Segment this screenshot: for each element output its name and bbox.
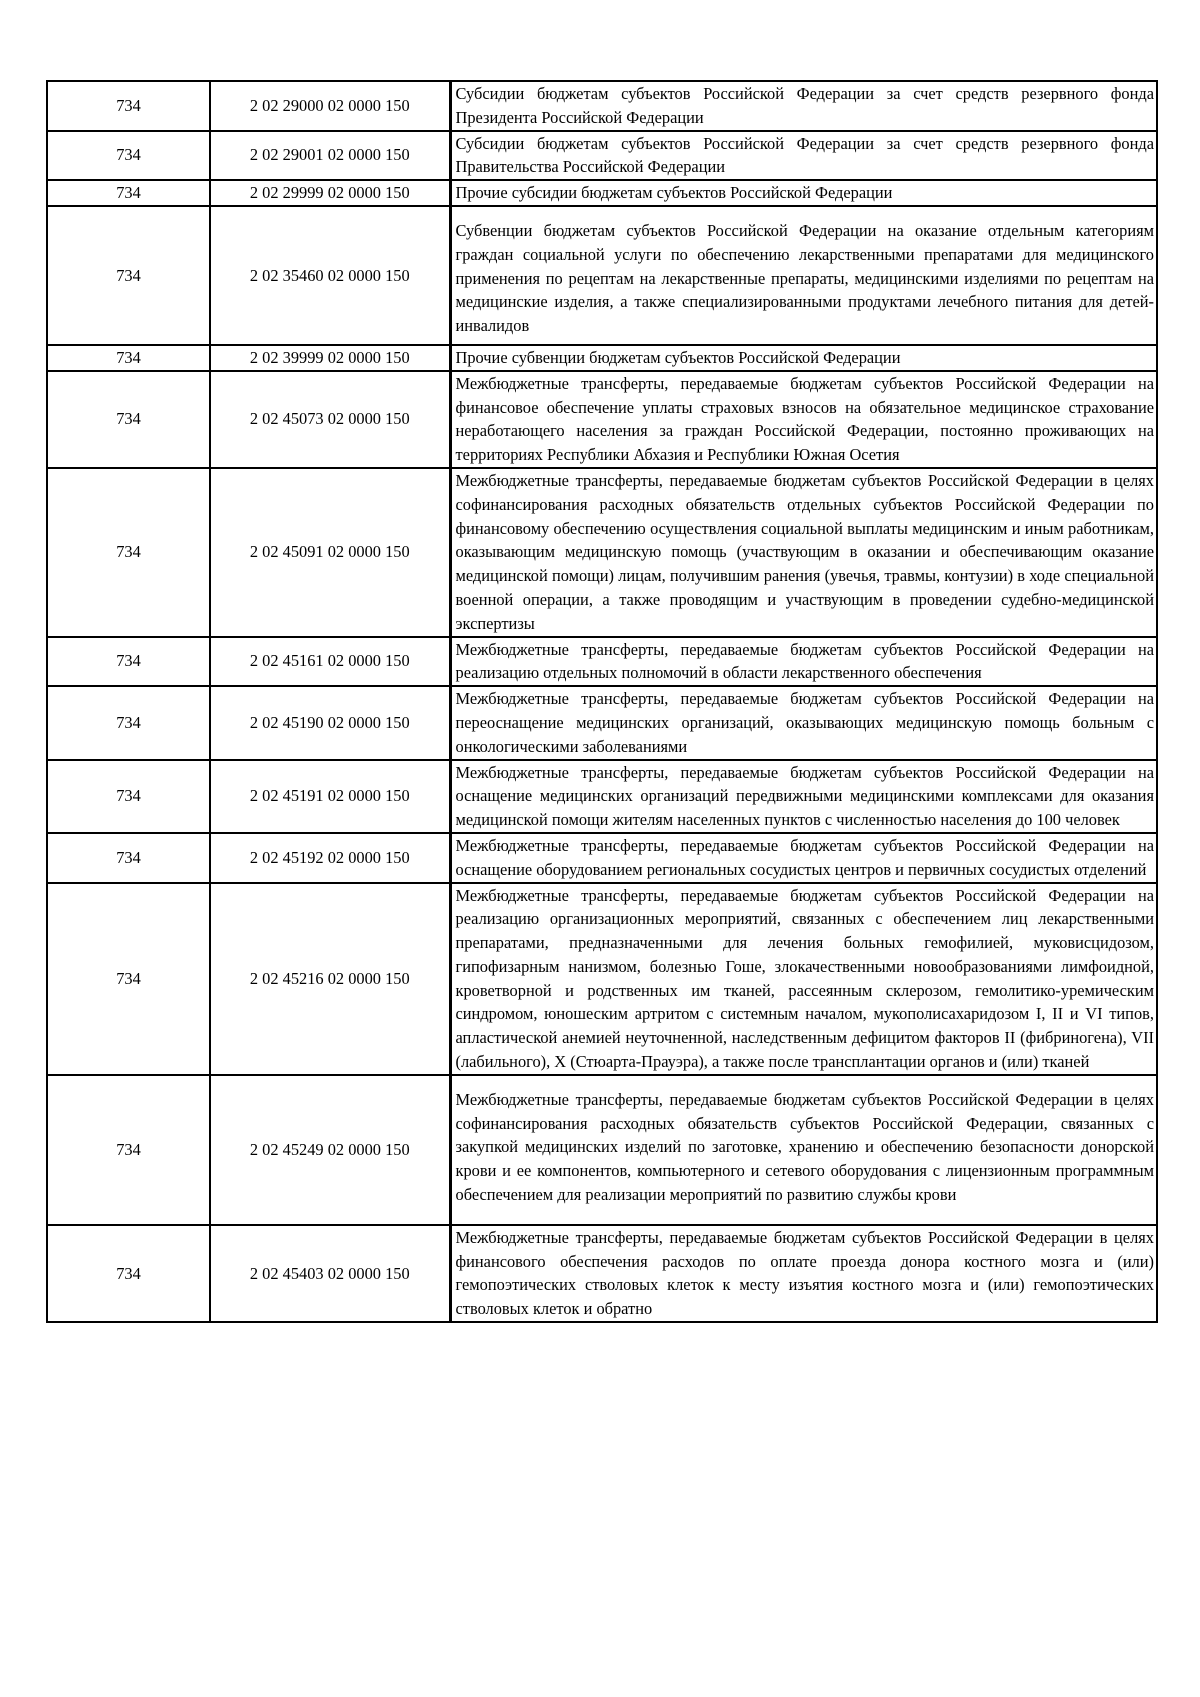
- budget-code-cell: 2 02 39999 02 0000 150: [210, 345, 450, 371]
- budget-code-cell: 2 02 45192 02 0000 150: [210, 833, 450, 883]
- admin-code-cell: 734: [47, 686, 210, 759]
- admin-code-cell: 734: [47, 131, 210, 181]
- revenue-name-cell: Межбюджетные трансферты, передаваемые бюджетам субъектов Российской Федерации в целях софинансирования расходных обязательств субъектов Российской Федерации, связанных с закупкой медицинских изделий по заготовке, хранению и обеспечению безопасности донорской крови и ее компонентов, компьютерного и сетевого оборудования с лицензионным программным обеспечением для реализации мероприятий по развитию службы крови: [450, 1075, 1157, 1225]
- revenue-name-cell: Межбюджетные трансферты, передаваемые бюджетам субъектов Российской Федерации в целях софинансирования расходных обязательств отдельных субъектов Российской Федерации по финансовому обеспечению осуществления социальной выплаты медицинским и иным работникам, оказывающим медицинскую помощь (участвующим в оказании и обеспечивающим оказание медицинской помощи) лицам, получившим ранения (увечья, травмы, контузии) в ходе специальной военной операции, а также проводящим и участвующим в проведении судебно-медицинской экспертизы: [450, 468, 1157, 637]
- admin-code-cell: 734: [47, 81, 210, 131]
- revenue-name-cell: Прочие субвенции бюджетам субъектов Российской Федерации: [450, 345, 1157, 371]
- table-row: [47, 206, 1157, 345]
- table-row: [47, 637, 1157, 687]
- admin-code-cell: 734: [47, 637, 210, 687]
- budget-code-cell: 2 02 45190 02 0000 150: [210, 686, 450, 759]
- budget-code-cell: 2 02 29999 02 0000 150: [210, 180, 450, 206]
- admin-code-cell: 734: [47, 371, 210, 468]
- budget-code-cell: 2 02 29001 02 0000 150: [210, 131, 450, 181]
- revenue-name-cell: Субсидии бюджетам субъектов Российской Федерации за счет средств резервного фонда Правительства Российской Федерации: [450, 131, 1157, 181]
- admin-code-cell: 734: [47, 206, 210, 345]
- admin-code-cell: 734: [47, 345, 210, 371]
- table-row: [47, 833, 1157, 883]
- admin-code-cell: 734: [47, 468, 210, 637]
- budget-code-cell: 2 02 45191 02 0000 150: [210, 760, 450, 833]
- budget-code-cell: 2 02 45403 02 0000 150: [210, 1225, 450, 1322]
- table-row: [47, 371, 1157, 468]
- budget-code-cell: 2 02 45249 02 0000 150: [210, 1075, 450, 1225]
- revenue-name-cell: Субвенции бюджетам субъектов Российской Федерации на оказание отдельным категориям граждан социальной услуги по обеспечению лекарственными препаратами для медицинского применения по рецептам на лекарственные препараты, медицинскими изделиями по рецептам на медицинские изделия, а также специализированными продуктами лечебного питания для детей-инвалидов: [450, 206, 1157, 345]
- admin-code-cell: 734: [47, 1075, 210, 1225]
- admin-code-cell: 734: [47, 180, 210, 206]
- admin-code-cell: 734: [47, 833, 210, 883]
- admin-code-cell: 734: [47, 1225, 210, 1322]
- table-body: [47, 81, 1157, 1322]
- table-row: [47, 81, 1157, 131]
- budget-code-cell: 2 02 45091 02 0000 150: [210, 468, 450, 637]
- budget-code-cell: 2 02 35460 02 0000 150: [210, 206, 450, 345]
- table-row: [47, 345, 1157, 371]
- budget-code-cell: 2 02 45161 02 0000 150: [210, 637, 450, 687]
- budget-code-cell: 2 02 45216 02 0000 150: [210, 883, 450, 1075]
- budget-classification-table: [46, 80, 1158, 1323]
- revenue-name-cell: Межбюджетные трансферты, передаваемые бюджетам субъектов Российской Федерации на оснащение оборудованием региональных сосудистых центров и первичных сосудистых отделений: [450, 833, 1157, 883]
- revenue-name-cell: Межбюджетные трансферты, передаваемые бюджетам субъектов Российской Федерации на переоснащение медицинских организаций, оказывающих медицинскую помощь больным с онкологическими заболеваниями: [450, 686, 1157, 759]
- revenue-name-cell: Межбюджетные трансферты, передаваемые бюджетам субъектов Российской Федерации на оснащение медицинских организаций передвижными медицинскими комплексами для оказания медицинской помощи жителям населенных пунктов с численностью населения до 100 человек: [450, 760, 1157, 833]
- revenue-name-cell: Межбюджетные трансферты, передаваемые бюджетам субъектов Российской Федерации на финансовое обеспечение уплаты страховых взносов на обязательное медицинское страхование неработающего населения за граждан Российской Федерации, постоянно проживающих на территориях Республики Абхазия и Республики Южная Осетия: [450, 371, 1157, 468]
- admin-code-cell: 734: [47, 883, 210, 1075]
- table-row: [47, 760, 1157, 833]
- revenue-name-cell: Межбюджетные трансферты, передаваемые бюджетам субъектов Российской Федерации на реализацию отдельных полномочий в области лекарственного обеспечения: [450, 637, 1157, 687]
- revenue-name-cell: Межбюджетные трансферты, передаваемые бюджетам субъектов Российской Федерации на реализацию организационных мероприятий, связанных с обеспечением лиц лекарственными препаратами, предназначенными для лечения больных гемофилией, муковисцидозом, гипофизарным нанизмом, болезнью Гоше, злокачественными новообразованиями лимфоидной, кроветворной и родственных им тканей, рассеянным склерозом, гемолитико-уремическим синдромом, юношеским артритом с системным началом, мукополисахаридозом I, II и VI типов, апластической анемией неуточненной, наследственным дефицитом факторов II (фибриногена), VII (лабильного), X (Стюарта-Прауэра), а также после трансплантации органов и (или) тканей: [450, 883, 1157, 1075]
- table-row: [47, 1225, 1157, 1322]
- table-row: [47, 686, 1157, 759]
- table-row: [47, 131, 1157, 181]
- table-row: [47, 1075, 1157, 1225]
- table-row: [47, 883, 1157, 1075]
- revenue-name-cell: Межбюджетные трансферты, передаваемые бюджетам субъектов Российской Федерации в целях финансового обеспечения расходов по оплате проезда донора костного мозга и (или) гемопоэтических стволовых клеток к месту изъятия костного мозга и (или) гемопоэтических стволовых клеток и обратно: [450, 1225, 1157, 1322]
- revenue-name-cell: Прочие субсидии бюджетам субъектов Российской Федерации: [450, 180, 1157, 206]
- budget-code-cell: 2 02 45073 02 0000 150: [210, 371, 450, 468]
- table-row: [47, 180, 1157, 206]
- budget-code-cell: 2 02 29000 02 0000 150: [210, 81, 450, 131]
- revenue-name-cell: Субсидии бюджетам субъектов Российской Федерации за счет средств резервного фонда Президента Российской Федерации: [450, 81, 1157, 131]
- admin-code-cell: 734: [47, 760, 210, 833]
- table-row: [47, 468, 1157, 637]
